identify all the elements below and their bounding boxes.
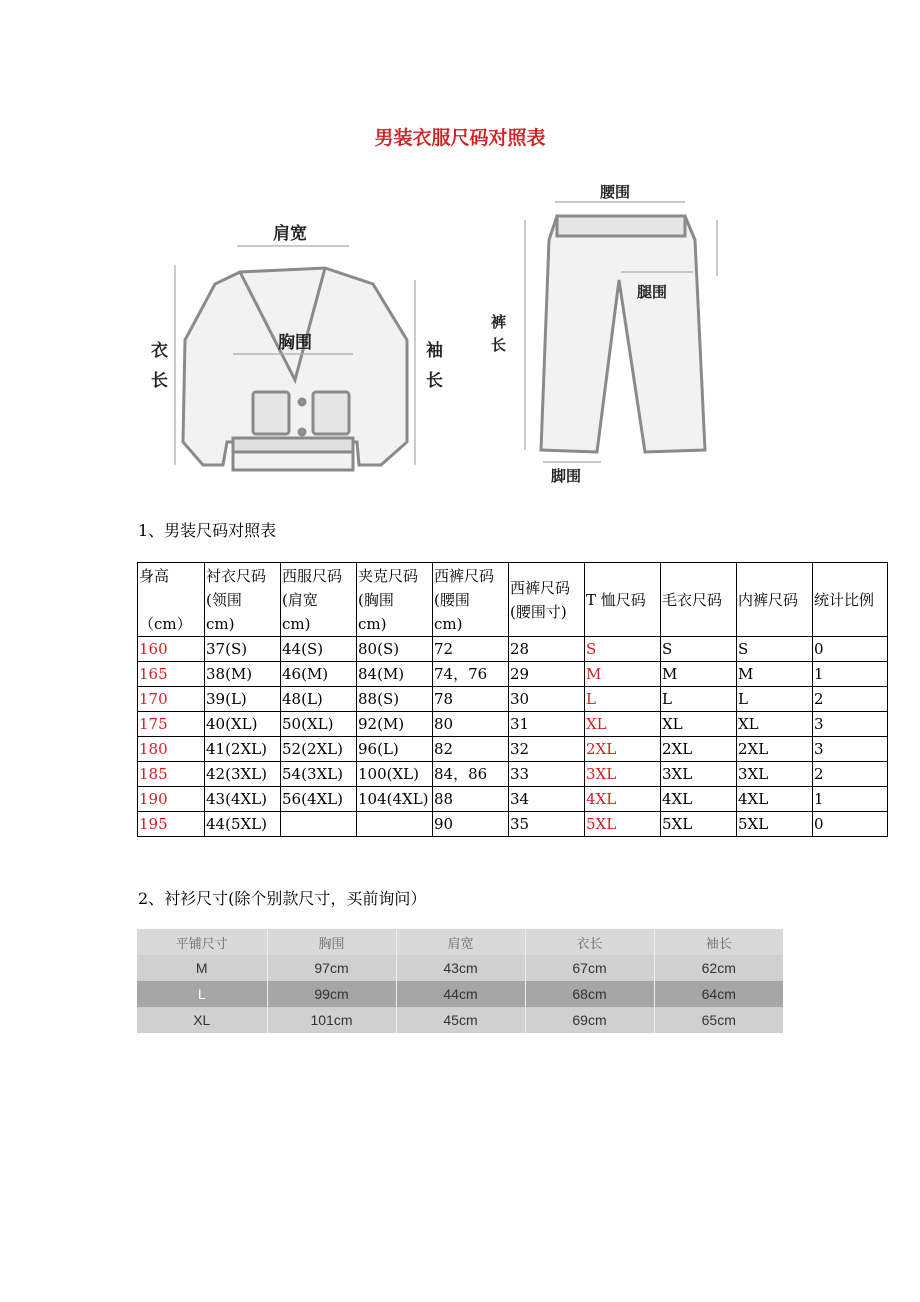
height-cell: 190 [138, 787, 205, 812]
table-cell: 3 [813, 737, 888, 762]
table-row [137, 981, 783, 1007]
table-row [138, 637, 888, 662]
table-cell: 88(S) [357, 687, 433, 712]
table-cell: XL [661, 712, 737, 737]
table-row [137, 955, 783, 981]
shoulder-label: 肩宽 [273, 224, 307, 244]
table-cell: 38(M) [205, 662, 281, 687]
table-cell: 30 [509, 687, 585, 712]
thigh-label: 腿围 [637, 283, 668, 301]
table-cell: 3 [813, 712, 888, 737]
table-cell: 80 [433, 712, 509, 737]
header-cell: 西裤尺码 (腰围 cm) [433, 563, 509, 637]
shirt-header-row [137, 929, 783, 955]
size-chart-header-row [138, 563, 888, 637]
header-cell: 身高 （cm） [138, 563, 205, 637]
tshirt-size-cell: M [585, 662, 661, 687]
header-cell: 内裤尺码 [737, 563, 813, 637]
header-cell: T 恤尺码 [585, 563, 661, 637]
section2-heading: 2、衬衫尺寸(除个别款尺寸，买前询问） [138, 889, 427, 908]
table-row [137, 1007, 783, 1033]
table-cell: 104(4XL) [357, 787, 433, 812]
table-cell: 4XL [737, 787, 813, 812]
garment-measurement-illustration [145, 180, 775, 495]
table-cell: 101cm [267, 1007, 396, 1033]
table-cell: 64cm [654, 981, 783, 1007]
table-cell: 34 [509, 787, 585, 812]
jacket-diagram [183, 268, 407, 470]
table-cell [357, 812, 433, 837]
table-cell: 50(XL) [281, 712, 357, 737]
pants-length-label-2: 长 [491, 336, 507, 354]
header-cell: 衬衣尺码 (领围 cm) [205, 563, 281, 637]
table-cell: 3XL [661, 762, 737, 787]
table-cell: 0 [813, 637, 888, 662]
table-cell: 5XL [737, 812, 813, 837]
table-cell: 80(S) [357, 637, 433, 662]
table-cell: 29 [509, 662, 585, 687]
size-chart-table [137, 562, 888, 837]
table-cell: 62cm [654, 955, 783, 981]
table-cell: 48(L) [281, 687, 357, 712]
table-cell: 33 [509, 762, 585, 787]
table-cell: 54(3XL) [281, 762, 357, 787]
size-cell: L [137, 981, 267, 1007]
table-cell: 84，86 [433, 762, 509, 787]
header-cell: 衣长 [525, 929, 654, 955]
jacket-length-label-2: 长 [151, 371, 168, 391]
table-cell: 43(4XL) [205, 787, 281, 812]
table-cell: 32 [509, 737, 585, 762]
table-cell: 3XL [737, 762, 813, 787]
table-cell: 44(S) [281, 637, 357, 662]
table-cell: 44(5XL) [205, 812, 281, 837]
table-cell: S [737, 637, 813, 662]
height-cell: 175 [138, 712, 205, 737]
table-cell: 88 [433, 787, 509, 812]
header-cell: 西裤尺码 (腰围寸) [509, 563, 585, 637]
table-cell: 37(S) [205, 637, 281, 662]
header-cell: 西服尺码 (肩宽 cm) [281, 563, 357, 637]
table-cell: 72 [433, 637, 509, 662]
table-cell: 39(L) [205, 687, 281, 712]
table-cell: 35 [509, 812, 585, 837]
table-cell [281, 812, 357, 837]
tshirt-size-cell: 3XL [585, 762, 661, 787]
table-cell: 44cm [396, 981, 525, 1007]
size-cell: M [137, 955, 267, 981]
table-cell: 52(2XL) [281, 737, 357, 762]
sleeve-label-2: 长 [426, 371, 443, 391]
table-cell: 31 [509, 712, 585, 737]
table-cell: 65cm [654, 1007, 783, 1033]
table-cell: 4XL [661, 787, 737, 812]
table-cell: 97cm [267, 955, 396, 981]
table-cell: L [737, 687, 813, 712]
table-cell: 41(2XL) [205, 737, 281, 762]
table-cell: 0 [813, 812, 888, 837]
height-cell: 180 [138, 737, 205, 762]
size-cell: XL [137, 1007, 267, 1033]
table-row [138, 812, 888, 837]
table-cell: 99cm [267, 981, 396, 1007]
table-cell: 56(4XL) [281, 787, 357, 812]
table-cell: M [737, 662, 813, 687]
table-cell: 28 [509, 637, 585, 662]
chest-label: 胸围 [278, 333, 312, 353]
table-row [138, 712, 888, 737]
tshirt-size-cell: L [585, 687, 661, 712]
page-title: 男装衣服尺码对照表 [374, 127, 546, 149]
table-row [138, 687, 888, 712]
sleeve-label-1: 袖 [426, 341, 443, 361]
header-cell: 统计比例 [813, 563, 888, 637]
table-cell: 2XL [737, 737, 813, 762]
tshirt-size-cell: 2XL [585, 737, 661, 762]
table-cell: 1 [813, 787, 888, 812]
header-cell: 平铺尺寸 [137, 929, 267, 955]
height-cell: 185 [138, 762, 205, 787]
height-cell: 195 [138, 812, 205, 837]
tshirt-size-cell: 5XL [585, 812, 661, 837]
table-cell: 45cm [396, 1007, 525, 1033]
jacket-length-label-1: 衣 [151, 341, 168, 361]
tshirt-size-cell: XL [585, 712, 661, 737]
waist-label: 腰围 [600, 183, 631, 201]
table-cell: S [661, 637, 737, 662]
table-cell: 2 [813, 762, 888, 787]
table-row [138, 737, 888, 762]
table-cell: M [661, 662, 737, 687]
table-cell: 2XL [661, 737, 737, 762]
table-cell: 82 [433, 737, 509, 762]
header-cell: 胸围 [267, 929, 396, 955]
hem-label: 脚围 [551, 467, 582, 485]
table-row [138, 662, 888, 687]
table-cell: 46(M) [281, 662, 357, 687]
shirt-size-table [137, 929, 783, 1033]
tshirt-size-cell: 4XL [585, 787, 661, 812]
table-cell: 40(XL) [205, 712, 281, 737]
height-cell: 160 [138, 637, 205, 662]
header-cell: 肩宽 [396, 929, 525, 955]
table-cell: 96(L) [357, 737, 433, 762]
table-cell: 43cm [396, 955, 525, 981]
table-cell: 67cm [525, 955, 654, 981]
height-cell: 165 [138, 662, 205, 687]
pants-length-label-1: 裤 [491, 313, 507, 331]
table-cell: 2 [813, 687, 888, 712]
table-cell: 42(3XL) [205, 762, 281, 787]
header-cell: 夹克尺码 (胸围 cm) [357, 563, 433, 637]
header-cell: 袖长 [654, 929, 783, 955]
table-cell: 84(M) [357, 662, 433, 687]
table-cell: XL [737, 712, 813, 737]
table-cell: 68cm [525, 981, 654, 1007]
table-cell: 1 [813, 662, 888, 687]
table-row [138, 762, 888, 787]
table-cell: 74，76 [433, 662, 509, 687]
height-cell: 170 [138, 687, 205, 712]
table-cell: 92(M) [357, 712, 433, 737]
table-cell: 90 [433, 812, 509, 837]
table-cell: L [661, 687, 737, 712]
section1-heading: 1、男装尺码对照表 [138, 521, 277, 540]
tshirt-size-cell: S [585, 637, 661, 662]
table-cell: 100(XL) [357, 762, 433, 787]
table-cell: 69cm [525, 1007, 654, 1033]
table-cell: 78 [433, 687, 509, 712]
table-cell: 5XL [661, 812, 737, 837]
table-row [138, 787, 888, 812]
header-cell: 毛衣尺码 [661, 563, 737, 637]
pants-diagram [541, 216, 705, 452]
